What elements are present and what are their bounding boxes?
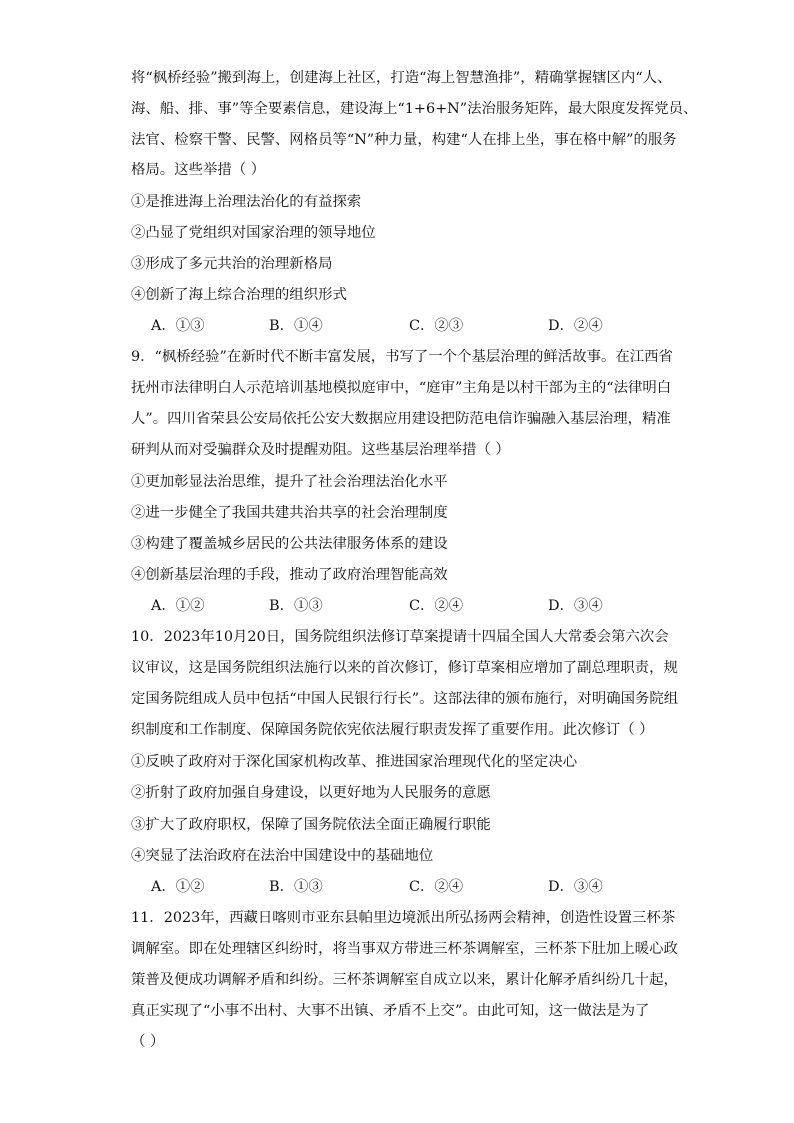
q9-statement-1: ①更加彰显法治思维，提升了社会治理法治化水平 bbox=[131, 474, 448, 490]
q9-statement-2: ②进一步健全了我国共建共治共享的社会治理制度 bbox=[131, 505, 448, 521]
q8-statement-2: ②凸显了党组织对国家治理的领导地位 bbox=[131, 225, 376, 241]
q10-statement-4: ④突显了法治政府在法治中国建设中的基础地位 bbox=[131, 848, 434, 864]
q8-option-a[interactable]: A．①③ bbox=[151, 318, 205, 334]
q9-stem-line-4: 研判从而对受骗群众及时提醒劝阻。这些基层治理举措（ ） bbox=[131, 442, 510, 458]
q9-option-c[interactable]: C．②④ bbox=[409, 598, 464, 614]
q8-statement-4: ④创新了海上综合治理的组织形式 bbox=[131, 287, 347, 303]
q11-stem-line-1: 11．2023年，西藏日喀则市亚东县帕里边境派出所弘扬两会精神，创造性设置三杯茶 bbox=[131, 910, 676, 926]
q11-stem-line-3: 策普及便成功调解矛盾和纠纷。三杯茶调解室自成立以来，累计化解矛盾纠纷几十起， bbox=[131, 972, 678, 988]
q9-stem-line-3: 人”。四川省荣县公安局依托公安大数据应用建设把防范电信诈骗融入基层治理，精准 bbox=[131, 411, 671, 427]
q8-option-b[interactable]: B．①④ bbox=[269, 318, 323, 334]
q11-stem-line-2: 调解室。即在处理辖区纠纷时，将当事双方带进三杯茶调解室，三杯茶下肚加上暖心政 bbox=[131, 941, 678, 957]
q9-stem-line-1: 9．“枫桥经验”在新时代不断丰富发展，书写了一个个基层治理的鲜活故事。在江西省 bbox=[131, 349, 673, 365]
q11-answer-blank: （ ） bbox=[131, 1034, 165, 1050]
q8-option-d[interactable]: D．②④ bbox=[548, 318, 603, 334]
q9-statement-4: ④创新基层治理的手段，推动了政府治理智能高效 bbox=[131, 567, 448, 583]
q8-stem-line-4: 格局。这些举措（ ） bbox=[131, 162, 266, 178]
q10-option-a[interactable]: A．①② bbox=[151, 879, 205, 895]
q8-stem-line-2: 海、船、排、事”等全要素信息，建设海上“1+6+N”法治服务矩阵，最大限度发挥党员、 bbox=[131, 101, 698, 117]
q9-option-a[interactable]: A．①② bbox=[151, 598, 205, 614]
q10-option-c[interactable]: C．②④ bbox=[409, 879, 464, 895]
q10-statement-2: ②折射了政府加强自身建设，以更好地为人民服务的意愿 bbox=[131, 785, 491, 801]
q10-statement-1: ①反映了政府对于深化国家机构改革、推进国家治理现代化的坚定决心 bbox=[131, 754, 578, 770]
q8-statement-1: ①是推进海上治理法治化的有益探索 bbox=[131, 194, 362, 210]
q10-stem-line-2: 议审议，这是国务院组织法施行以来的首次修订，修订草案相应增加了副总理职责，规 bbox=[131, 660, 678, 676]
q8-statement-3: ③形成了多元共治的治理新格局 bbox=[131, 256, 333, 272]
q10-option-d[interactable]: D．③④ bbox=[548, 879, 603, 895]
q9-option-b[interactable]: B．①③ bbox=[269, 598, 323, 614]
q10-statement-3: ③扩大了政府职权，保障了国务院依法全面正确履行职能 bbox=[131, 817, 491, 833]
q9-option-d[interactable]: D．③④ bbox=[548, 598, 603, 614]
q10-stem-line-3: 定国务院组成人员中包括“中国人民银行行长”。这部法律的颁布施行，对明确国务院组 bbox=[131, 691, 679, 707]
q10-stem-line-1: 10．2023年10月20日，国务院组织法修订草案提请十四届全国人大常委会第六次会 bbox=[131, 629, 669, 645]
q9-statement-3: ③构建了覆盖城乡居民的公共法律服务体系的建设 bbox=[131, 536, 448, 552]
q10-option-b[interactable]: B．①③ bbox=[269, 879, 323, 895]
q8-stem-line-1: 将“枫桥经验”搬到海上，创建海上社区，打造“海上智慧渔排”，精确掌握辖区内“人、 bbox=[131, 70, 672, 86]
q8-option-c[interactable]: C．②③ bbox=[409, 318, 464, 334]
q9-stem-line-2: 抚州市法律明白人示范培训基地模拟庭审中，“庭审”主角是以村干部为主的“法律明白 bbox=[131, 380, 672, 396]
q8-stem-line-3: 法官、检察干警、民警、网格员等“N”种力量，构建“人在排上坐，事在格中解”的服务 bbox=[131, 132, 677, 148]
q11-stem-line-4: 真正实现了“小事不出村、大事不出镇、矛盾不上交”。由此可知，这一做法是为了 bbox=[131, 1003, 650, 1019]
q10-stem-line-4: 织制度和工作制度、保障国务院依宪依法履行职责发挥了重要作用。此次修订（ ） bbox=[131, 722, 654, 738]
